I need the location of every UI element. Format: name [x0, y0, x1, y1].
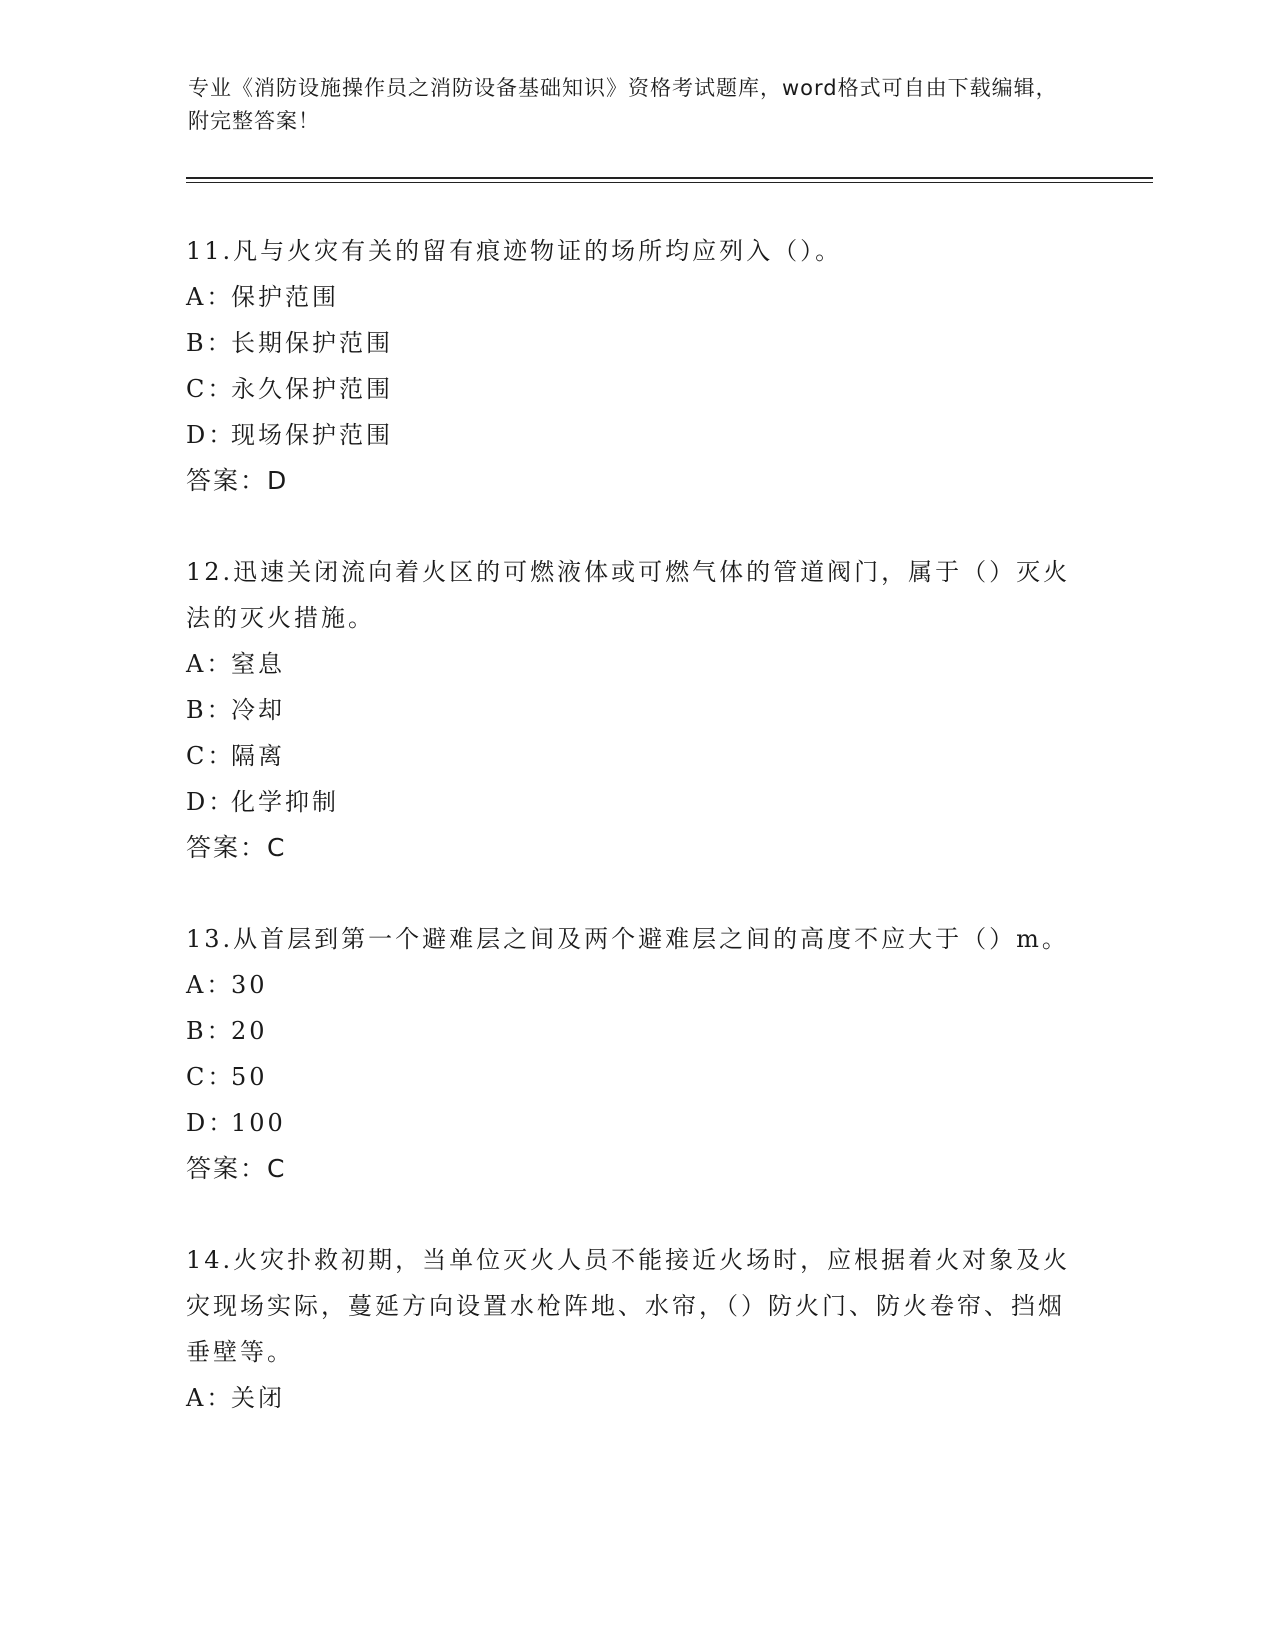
- document-header: 专业《消防设施操作员之消防设备基础知识》资格考试题库，word格式可自由下载编辑，附完整答案！: [188, 76, 1058, 133]
- question-stem: 14.火灾扑救初期，当单位灭火人员不能接近火场时，应根据着火对象及火灾现场实际，蔓延方向设置水枪阵地、水帘，（）防火门、防火卷帘、挡烟垂壁等。: [186, 1246, 1071, 1366]
- option-key: A：: [186, 650, 234, 678]
- option-text: 关闭: [231, 1384, 285, 1412]
- option-text: 50: [231, 1063, 268, 1091]
- option-text: 化学抑制: [231, 788, 339, 816]
- option-text: 窒息: [231, 650, 285, 678]
- header-divider-thin: [186, 182, 1153, 183]
- question-stem: 13.从首层到第一个避难层之间及两个避难层之间的高度不应大于（）m。: [186, 925, 1069, 953]
- option-text: 现场保护范围: [231, 421, 393, 449]
- answer-label: 答案：: [186, 833, 268, 862]
- option-c: [186, 733, 1086, 779]
- option-b: [186, 687, 1086, 733]
- option-key: B：: [186, 696, 234, 724]
- question-14: [186, 1237, 1086, 1421]
- answer-line: [186, 458, 1086, 504]
- option-b: [186, 1008, 1086, 1054]
- option-key: D：: [186, 788, 236, 816]
- question-stem: 12.迅速关闭流向着火区的可燃液体或可燃气体的管道阀门，属于（）灭火法的灭火措施。: [186, 558, 1071, 632]
- question-13: [186, 916, 1086, 1192]
- question-stem: 11.凡与火灾有关的留有痕迹物证的场所均应列入（）。: [186, 237, 843, 265]
- option-a: [186, 1375, 1086, 1421]
- answer-label: 答案：: [186, 466, 268, 495]
- option-a: [186, 274, 1086, 320]
- option-key: A：: [186, 971, 234, 999]
- option-key: B：: [186, 1017, 234, 1045]
- option-text: 隔离: [231, 742, 285, 770]
- answer-line: [186, 825, 1086, 871]
- question-12: [186, 549, 1086, 871]
- option-c: [186, 1054, 1086, 1100]
- option-d: [186, 1100, 1086, 1146]
- answer-value: C: [267, 1154, 287, 1183]
- option-text: 保护范围: [231, 283, 339, 311]
- answer-value: C: [267, 833, 287, 862]
- option-c: [186, 366, 1086, 412]
- option-text: 永久保护范围: [231, 375, 393, 403]
- option-b: [186, 320, 1086, 366]
- option-a: [186, 962, 1086, 1008]
- option-text: 30: [231, 971, 268, 999]
- option-text: 长期保护范围: [231, 329, 393, 357]
- question-11: [186, 228, 1086, 504]
- option-text: 100: [231, 1109, 286, 1137]
- option-key: A：: [186, 283, 234, 311]
- option-key: C：: [186, 375, 235, 403]
- option-key: D：: [186, 421, 236, 449]
- answer-value: D: [267, 466, 289, 495]
- option-a: [186, 641, 1086, 687]
- answer-label: 答案：: [186, 1154, 268, 1183]
- option-text: 冷却: [231, 696, 285, 724]
- option-key: C：: [186, 742, 235, 770]
- option-d: [186, 412, 1086, 458]
- option-d: [186, 779, 1086, 825]
- option-key: A：: [186, 1384, 234, 1412]
- option-key: B：: [186, 329, 234, 357]
- question-list: [186, 228, 1086, 1466]
- option-text: 20: [231, 1017, 268, 1045]
- answer-line: [186, 1146, 1086, 1192]
- header-divider: [186, 177, 1153, 179]
- option-key: D：: [186, 1109, 236, 1137]
- option-key: C：: [186, 1063, 235, 1091]
